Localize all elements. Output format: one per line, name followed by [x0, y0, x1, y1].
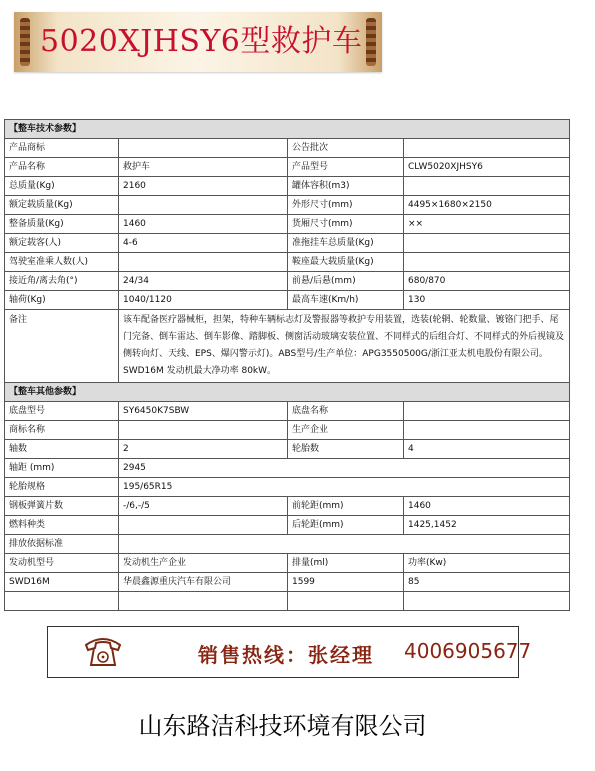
- param-value: 1040/1120: [119, 291, 288, 310]
- param-value: -/6,-/5: [119, 497, 288, 516]
- table-row: [5, 516, 570, 535]
- param-value: [404, 234, 570, 253]
- param-label: 商标名称: [5, 421, 119, 440]
- param-label: 鞍座最大载质量(Kg): [288, 253, 404, 272]
- blank-row: [5, 592, 570, 611]
- param-label: 轮胎数: [288, 440, 404, 459]
- spec-table: [4, 119, 570, 611]
- table-row: [5, 272, 570, 291]
- engine-column-header: 功率(Kw): [404, 554, 570, 573]
- table-row: [5, 440, 570, 459]
- param-value: 195/65R15: [119, 478, 570, 497]
- engine-cell: 华晨鑫源重庆汽车有限公司: [119, 573, 288, 592]
- param-value: 1425,1452: [404, 516, 570, 535]
- engine-column-header: 发动机生产企业: [119, 554, 288, 573]
- page-title: 5020XJHSY6型救护车: [40, 24, 363, 59]
- table-row: [5, 253, 570, 272]
- param-label: 燃料种类: [5, 516, 119, 535]
- table-row: [5, 421, 570, 440]
- param-label: 外形尺寸(mm): [288, 196, 404, 215]
- table-row: [5, 535, 570, 554]
- param-value: [404, 421, 570, 440]
- empty-cell: [404, 592, 570, 611]
- table-row: [5, 196, 570, 215]
- table-row: [5, 459, 570, 478]
- param-label: 钢板弹簧片数: [5, 497, 119, 516]
- param-value: 2160: [119, 177, 288, 196]
- title-banner: [14, 12, 382, 72]
- hotline-label: 销售热线：张经理: [198, 643, 374, 667]
- param-label: 产品名称: [5, 158, 119, 177]
- engine-cell: SWD16M: [5, 573, 119, 592]
- param-value: SY6450K7SBW: [119, 402, 288, 421]
- param-label: 驾驶室准乘人数(人): [5, 253, 119, 272]
- table-row: [5, 234, 570, 253]
- section-header: 【整车技术参数】: [5, 120, 570, 139]
- empty-cell: [5, 592, 119, 611]
- telephone-icon: [82, 633, 124, 669]
- param-label: 轴数: [5, 440, 119, 459]
- banner-ornament-left: [20, 18, 30, 66]
- param-value: CLW5020XJHSY6: [404, 158, 570, 177]
- param-value: 4: [404, 440, 570, 459]
- engine-column-header: 发动机型号: [5, 554, 119, 573]
- param-label: 总质量(Kg): [5, 177, 119, 196]
- engine-column-header: 排量(ml): [288, 554, 404, 573]
- empty-cell: [288, 592, 404, 611]
- param-label: 底盘名称: [288, 402, 404, 421]
- param-value: 24/34: [119, 272, 288, 291]
- param-value: 2945: [119, 459, 570, 478]
- param-label: 罐体容积(m3): [288, 177, 404, 196]
- param-label: 前轮距(mm): [288, 497, 404, 516]
- banner-ornament-right: [366, 18, 376, 66]
- param-value: 1460: [404, 497, 570, 516]
- table-row: [5, 291, 570, 310]
- param-label: 排放依据标准: [5, 535, 119, 554]
- empty-cell: [119, 592, 288, 611]
- table-row: [5, 497, 570, 516]
- param-label: 轴荷(Kg): [5, 291, 119, 310]
- engine-row: [5, 573, 570, 592]
- notes-row: [5, 310, 570, 383]
- table-row: [5, 139, 570, 158]
- param-value: 680/870: [404, 272, 570, 291]
- param-label: 底盘型号: [5, 402, 119, 421]
- param-value: [404, 253, 570, 272]
- param-value: ××: [404, 215, 570, 234]
- param-value: [119, 421, 288, 440]
- param-label: 后轮距(mm): [288, 516, 404, 535]
- param-value: [119, 139, 288, 158]
- engine-cell: 85: [404, 573, 570, 592]
- param-label: 产品型号: [288, 158, 404, 177]
- param-label: 产品商标: [5, 139, 119, 158]
- param-value: 救护车: [119, 158, 288, 177]
- hotline-number: 4006905677: [404, 639, 532, 663]
- param-value: [404, 177, 570, 196]
- param-label: 前悬/后悬(mm): [288, 272, 404, 291]
- param-label: 准拖挂车总质量(Kg): [288, 234, 404, 253]
- param-value: [119, 535, 570, 554]
- param-value: [404, 402, 570, 421]
- engine-header-row: [5, 554, 570, 573]
- param-value: [119, 196, 288, 215]
- section-header-row: [5, 120, 570, 139]
- notes-label: 备注: [5, 310, 119, 383]
- table-row: [5, 478, 570, 497]
- param-label: 最高车速(Km/h): [288, 291, 404, 310]
- param-label: 额定载客(人): [5, 234, 119, 253]
- table-row: [5, 402, 570, 421]
- param-value: 4495×1680×2150: [404, 196, 570, 215]
- param-value: [119, 253, 288, 272]
- notes-text: 该车配备医疗器械柜，担架，特种车辆标志灯及警报器等救护专用装置，选装(轮辋、轮数量、镀铬门把手、尾门完备、倒车雷达、倒车影像、踏脚板、侧窗活动玻璃安装位置、不同样式的后组合灯、不同样式的外后视镜及侧转向灯、天线、EPS、爆闪警示灯)。ABS型号/生产单位：APG3550500G/浙江亚太机电股份有限公司。SWD16M 发动机最大净功率 80kW。: [119, 310, 570, 383]
- param-label: 轴距 (mm): [5, 459, 119, 478]
- sales-hotline-banner: [47, 626, 532, 678]
- param-value: [404, 139, 570, 158]
- table-row: [5, 158, 570, 177]
- engine-cell: 1599: [288, 573, 404, 592]
- param-label: 货厢尺寸(mm): [288, 215, 404, 234]
- table-row: [5, 177, 570, 196]
- param-value: 130: [404, 291, 570, 310]
- param-value: [119, 516, 288, 535]
- param-value: 4-6: [119, 234, 288, 253]
- param-label: 接近角/离去角(°): [5, 272, 119, 291]
- param-value: 2: [119, 440, 288, 459]
- param-label: 整备质量(Kg): [5, 215, 119, 234]
- section-header: 【整车其他参数】: [5, 383, 570, 402]
- company-name: 山东路洁科技环境有限公司: [138, 712, 427, 740]
- param-label: 轮胎规格: [5, 478, 119, 497]
- section-header-row: [5, 383, 570, 402]
- param-value: 1460: [119, 215, 288, 234]
- param-label: 生产企业: [288, 421, 404, 440]
- table-row: [5, 215, 570, 234]
- param-label: 公告批次: [288, 139, 404, 158]
- param-label: 额定载质量(Kg): [5, 196, 119, 215]
